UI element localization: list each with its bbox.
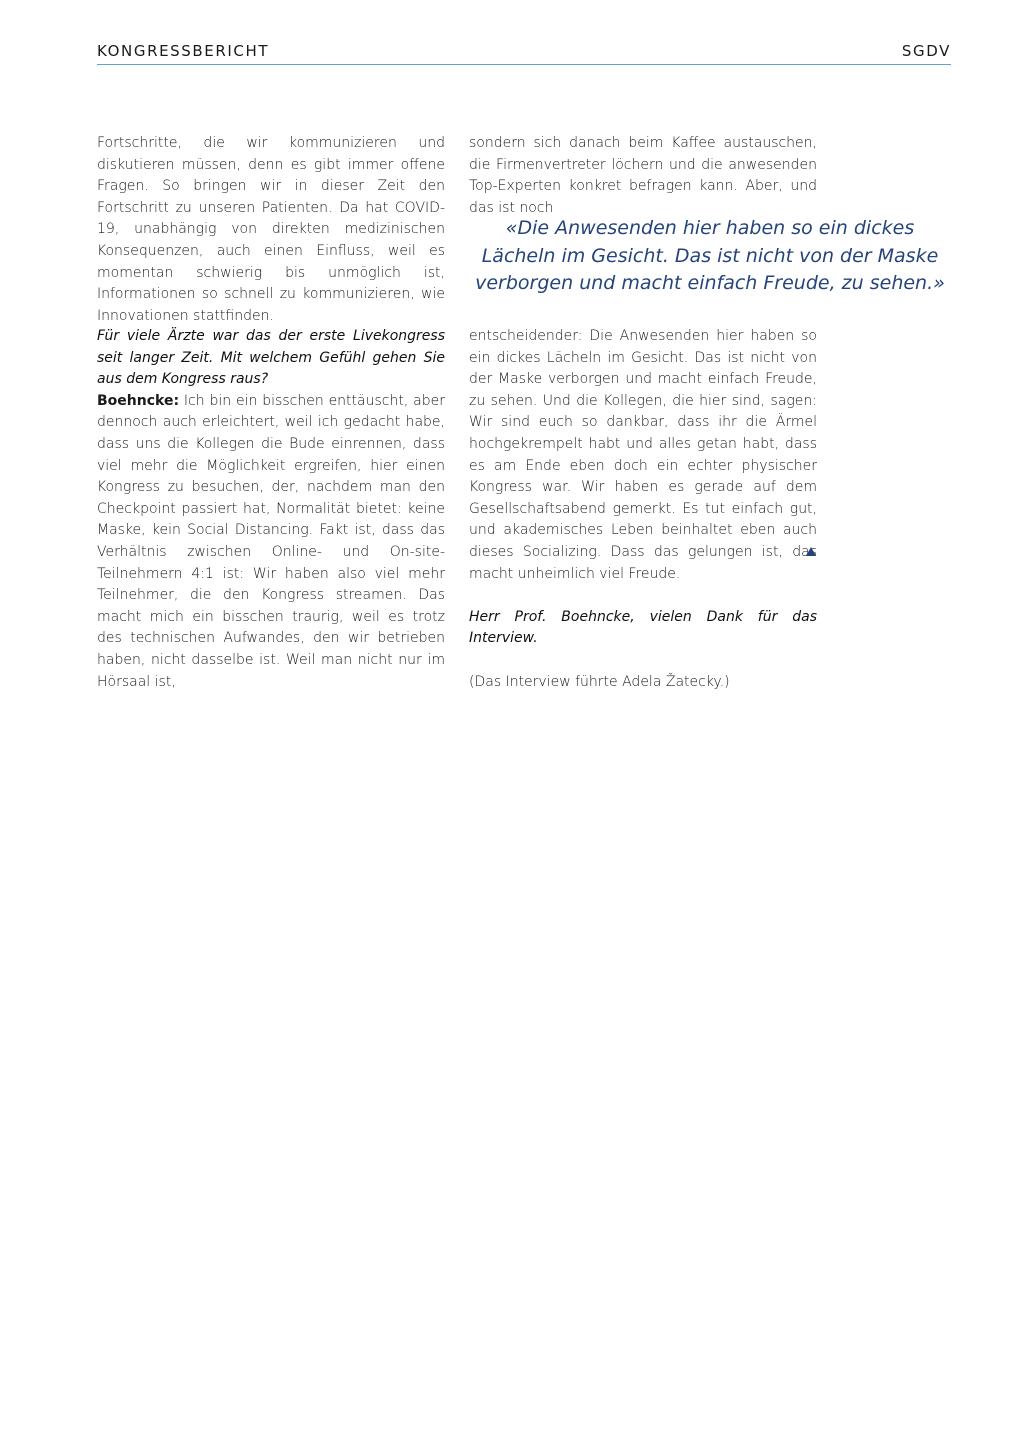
answer-text: Ich bin ein bisschen enttäuscht, aber dennoch auch erleichtert, weil ich gedacht habe, dass uns die Kollegen die Bude einrennen, dass viel mehr die Möglichkeit ergreifen, hier einen Kongress zu besuchen, der, nachdem man den Checkpoint passiert hat, Normalität bietet: keine Maske, kein Social Distancing. Fakt ist, dass das Verhältnis zwischen Online- und On-site-Teilnehmern 4:1 ist: Wir haben also viel mehr Teilnehmer, die den Kongress streamen. Das macht mich ein bisschen traurig, weil es trotz des technischen Aufwandes, den wir betrieben haben, nicht dasselbe ist. Weil man nicht nur im Hörsaal ist, (97, 392, 445, 690)
pull-quote: «Die Anwesenden hier haben so ein dickes Lächeln im Gesicht. Das ist nicht von der Maske verborgen und macht einfach Freude, zu sehen.» (475, 217, 945, 294)
right-column-intro (469, 133, 817, 219)
section-title: KONGRESSBERICHT (97, 42, 270, 60)
interview-answer (97, 391, 445, 693)
paragraph: sondern sich danach beim Kaffee austauschen, die Firmenvertreter löchern und die anwesenden Top-Experten konkret befragen kann. Aber, und das ist noch (469, 135, 817, 216)
left-column-interview (97, 326, 445, 693)
paragraph: entscheidender: Die Anwesenden hier haben so ein dickes Lächeln im Gesicht. Das ist nicht von der Maske verborgen und macht einfach Freude, zu sehen. Und die Kollegen, die hier sind, sagen: Wir sind euch so dankbar, dass ihr die Ärmel hochgekrempelt habt und alles getan habt, dass es am Ende eben doch ein echter physischer Kongress war. Wir haben es gerade auf dem Gesellschaftsabend gemerkt. Es tut einfach gut, und akademisches Leben beinhaltet eben auch dieses Socializing. Dass das gelungen ist, das macht unheimlich viel Freude. (469, 328, 817, 582)
right-column-body (469, 326, 817, 693)
paragraph: Fortschritte, die wir kommunizieren und diskutieren müssen, denn es gibt immer offene Fragen. So bringen wir in dieser Zeit den Fortschritt zu unseren Patienten. Da hat COVID-19, unabhängig von direkten medizinischen Konsequenzen, auch einen Einfluss, weil es momentan schwierig bis unmöglich ist, Informationen so schnell zu kommunizieren, wie Innovationen stattfinden. (97, 135, 445, 324)
running-header (97, 40, 951, 65)
left-column-intro (97, 133, 445, 327)
interview-question: Für viele Ärzte war das der erste Livekongress seit langer Zeit. Mit welchem Gefühl gehen Sie aus dem Kongress raus? (97, 328, 445, 388)
closing-thanks: Herr Prof. Boehncke, vielen Dank für das Interview. (469, 608, 817, 647)
interview-credit: (Das Interview führte Adela Žatecky.) (469, 673, 730, 690)
speaker-name: Boehncke: (97, 392, 180, 409)
triangle-up-icon (806, 547, 816, 556)
publication-name: SGDV (901, 42, 951, 60)
